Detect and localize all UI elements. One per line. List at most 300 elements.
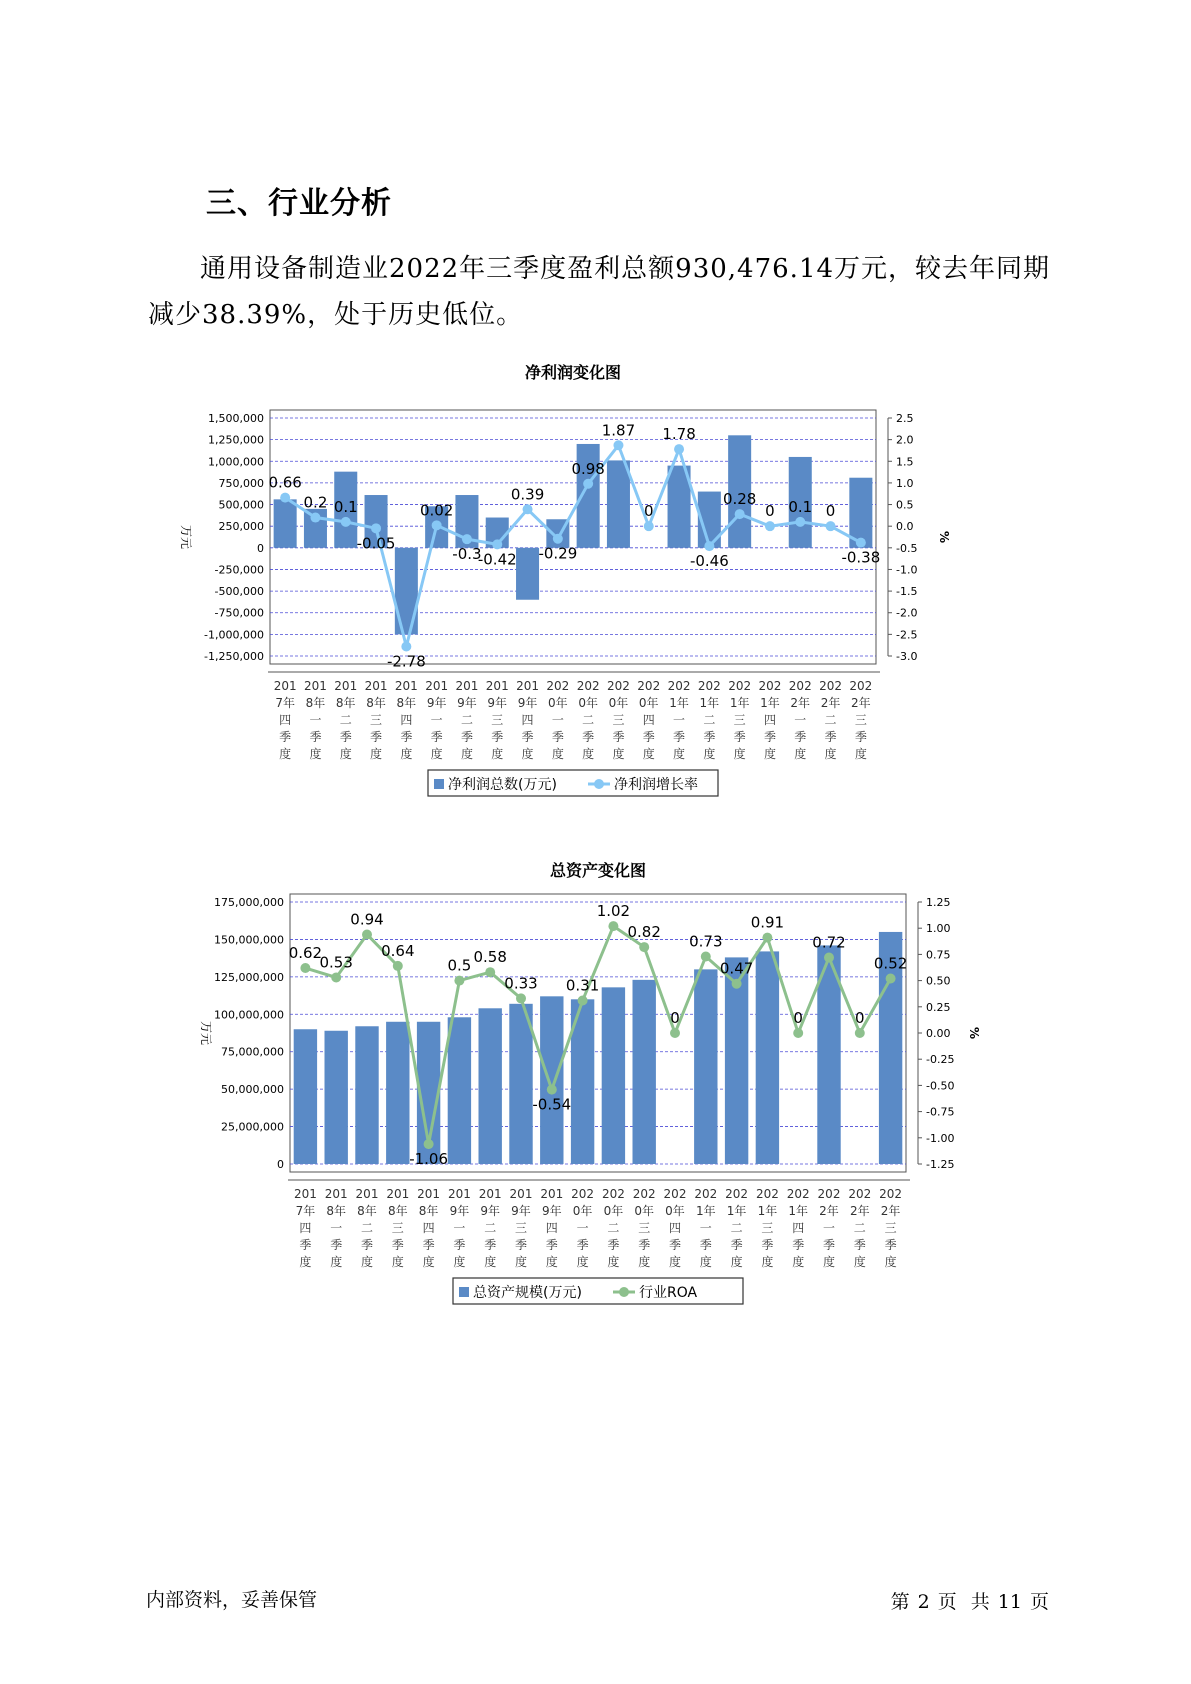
category-label: 201 <box>293 1187 317 1201</box>
y2-tick-label: -3.0 <box>896 650 918 663</box>
y-tick-label: 50,000,000 <box>221 1083 284 1097</box>
data-label: 0.58 <box>473 948 507 967</box>
category-label: 9年 <box>517 696 538 710</box>
category-label: 202 <box>848 1187 872 1201</box>
line-point <box>300 963 310 973</box>
category-label: 201 <box>334 679 358 693</box>
category-label: 季 <box>521 730 534 744</box>
data-label: 0.47 <box>719 959 754 978</box>
y-axis-label: 万元 <box>199 1020 213 1046</box>
line-point <box>362 929 372 939</box>
category-label: 度 <box>703 747 716 761</box>
legend <box>453 1278 743 1304</box>
category-label: 度 <box>370 747 383 761</box>
category-label: 三 <box>638 1221 651 1235</box>
category-label: 季 <box>638 1238 651 1252</box>
category-label: 202 <box>755 1187 779 1201</box>
category-label: 8年 <box>387 1204 408 1218</box>
category-label: 三 <box>854 713 867 727</box>
category-label: 季 <box>673 730 686 744</box>
legend <box>428 770 718 796</box>
category-label: 度 <box>453 1255 466 1269</box>
category-label: 201 <box>386 1187 410 1201</box>
category-label: 1年 <box>699 696 720 710</box>
category-label: 度 <box>484 1255 497 1269</box>
category-label: 9年 <box>426 696 447 710</box>
category-label: 0年 <box>634 1204 655 1218</box>
category-label: 2年 <box>820 696 841 710</box>
line-point <box>765 521 775 531</box>
line-point <box>704 541 714 551</box>
category-label: 季 <box>794 730 807 744</box>
category-label: 二 <box>730 1221 743 1235</box>
bar <box>756 951 779 1164</box>
category-label: 度 <box>299 1255 312 1269</box>
category-label: 季 <box>370 730 383 744</box>
line-point <box>432 520 442 530</box>
data-label: 0.73 <box>689 932 723 951</box>
y-tick-label: -500,000 <box>214 585 264 599</box>
category-label: 度 <box>822 1255 836 1269</box>
footer-note: 内部资料，妥善保管 <box>146 1589 318 1611</box>
section-paragraph: 通用设备制造业2022年三季度盈利总额930,476.14万元，较去年同期减少38.39%，处于历史低位。 <box>148 254 1051 330</box>
y2-tick-label: 0.0 <box>896 520 914 534</box>
category-label: 一 <box>673 713 686 727</box>
y-tick-label: -1,000,000 <box>204 628 264 642</box>
category-label: 201 <box>478 1187 502 1201</box>
category-label: 季 <box>279 730 292 744</box>
category-label: 二 <box>484 1221 497 1235</box>
category-label: 季 <box>792 1238 805 1252</box>
category-label: 季 <box>360 1238 374 1252</box>
category-label: 三 <box>761 1221 774 1235</box>
page-prefix: 第 <box>890 1591 910 1613</box>
category-label: 度 <box>884 1255 897 1269</box>
category-label: 1年 <box>729 696 750 710</box>
line-point <box>608 921 618 931</box>
legend-line-marker <box>619 1287 629 1297</box>
category-label: 季 <box>854 730 867 744</box>
category-label: 二 <box>582 713 595 727</box>
category-label: 201 <box>425 679 449 693</box>
page-total-prefix: 共 <box>970 1591 990 1613</box>
category-label: 三 <box>612 713 625 727</box>
data-label: 0 <box>670 1009 680 1027</box>
data-label: 0.64 <box>381 941 415 960</box>
y2-tick-label: -1.0 <box>896 563 918 577</box>
bar <box>448 1017 471 1164</box>
page-current: 2 <box>917 1591 930 1613</box>
category-label: 四 <box>545 1221 558 1235</box>
data-label: 0.1 <box>333 497 358 516</box>
category-label: 201 <box>447 1187 471 1201</box>
category-label: 度 <box>792 1255 805 1269</box>
bar <box>607 460 630 547</box>
data-label: 0.5 <box>447 956 472 975</box>
category-label: 202 <box>819 679 843 693</box>
data-label: -0.38 <box>841 548 881 567</box>
line-point <box>732 979 742 989</box>
category-label: 度 <box>391 1255 404 1269</box>
category-label: 0年 <box>665 1204 685 1218</box>
category-label: 季 <box>582 730 595 744</box>
category-label: 8年 <box>305 696 326 710</box>
y-tick-label: 0 <box>257 541 264 555</box>
legend-bar-label: 总资产规模(万元) <box>473 1285 582 1301</box>
category-label: 四 <box>763 713 776 727</box>
category-label: 二 <box>824 713 837 727</box>
category-label: 季 <box>400 730 413 744</box>
y2-axis-label: % <box>967 1026 981 1040</box>
category-label: 201 <box>455 679 479 693</box>
category-label: 季 <box>703 730 716 744</box>
data-label: -0.3 <box>452 545 482 564</box>
category-label: 202 <box>849 679 873 693</box>
category-label: 度 <box>422 1255 435 1269</box>
data-label: 0.98 <box>571 459 605 478</box>
category-label: 9年 <box>541 1204 562 1218</box>
data-label: 0.82 <box>627 923 661 942</box>
category-label: 季 <box>730 1238 743 1252</box>
bar <box>386 1022 409 1164</box>
net-profit-chart <box>170 360 990 820</box>
y2-tick-label: -1.00 <box>926 1131 955 1145</box>
category-label: 季 <box>460 730 473 744</box>
category-label: 一 <box>551 713 564 727</box>
data-label: 0 <box>765 502 775 521</box>
line-point <box>826 521 836 531</box>
category-label: 季 <box>299 1238 312 1252</box>
line-point <box>523 504 533 514</box>
category-label: 度 <box>699 1255 712 1269</box>
data-label: 0.94 <box>350 910 384 929</box>
line-point <box>371 523 381 533</box>
line-point <box>644 521 654 531</box>
line-point <box>401 641 411 651</box>
category-label: 202 <box>571 1187 595 1201</box>
bar <box>478 1008 501 1164</box>
category-label: 2年 <box>790 696 811 710</box>
category-label: 四 <box>400 713 413 727</box>
category-label: 202 <box>758 679 782 693</box>
category-label: 度 <box>309 747 322 761</box>
category-label: 2年 <box>849 1204 870 1218</box>
category-label: 季 <box>576 1238 589 1252</box>
category-label: 一 <box>330 1221 343 1235</box>
category-label: 202 <box>637 679 661 693</box>
category-label: 度 <box>576 1255 589 1269</box>
category-label: 201 <box>417 1187 441 1201</box>
line-point <box>341 517 351 527</box>
category-label: 202 <box>663 1187 687 1201</box>
line-point <box>824 953 834 963</box>
bar <box>355 1026 378 1164</box>
line-point <box>855 1028 865 1038</box>
category-label: 8年 <box>326 1204 347 1218</box>
data-label: -1.06 <box>409 1150 449 1169</box>
y-tick-label: 125,000,000 <box>214 970 284 984</box>
y-tick-label: 500,000 <box>218 498 264 512</box>
category-label: 季 <box>822 1238 836 1252</box>
category-label: 202 <box>697 679 721 693</box>
category-label: 一 <box>453 1221 466 1235</box>
category-label: 三 <box>733 713 746 727</box>
category-label: 季 <box>884 1238 897 1252</box>
y-tick-label: 250,000 <box>218 520 264 534</box>
y-tick-label: 1,500,000 <box>208 412 264 425</box>
category-label: 度 <box>733 747 746 761</box>
category-label: 度 <box>330 1255 343 1269</box>
category-label: 三 <box>370 713 383 727</box>
category-label: 201 <box>485 679 509 693</box>
legend-bar-swatch <box>459 1287 469 1297</box>
legend-line-label: 净利润增长率 <box>614 777 698 793</box>
page-mid: 页 <box>937 1591 957 1613</box>
category-label: 2年 <box>851 696 871 710</box>
data-label: -2.78 <box>386 652 426 671</box>
data-label: 0.28 <box>722 490 757 509</box>
category-label: 季 <box>453 1238 466 1252</box>
data-label: 0.02 <box>419 501 454 520</box>
category-label: 四 <box>422 1221 435 1235</box>
category-label: 季 <box>422 1238 435 1252</box>
category-label: 2年 <box>819 1204 839 1218</box>
category-label: 度 <box>638 1255 651 1269</box>
y2-tick-label: -0.75 <box>926 1105 955 1119</box>
y-tick-label: 150,000,000 <box>214 933 284 947</box>
category-label: 季 <box>763 730 776 744</box>
category-label: 四 <box>642 713 655 727</box>
category-label: 一 <box>309 713 322 727</box>
line-point <box>793 1028 803 1038</box>
y-tick-label: 25,000,000 <box>221 1120 284 1134</box>
bar <box>516 548 539 600</box>
bar <box>395 548 418 635</box>
category-label: 0年 <box>603 1204 624 1218</box>
category-label: 四 <box>299 1221 312 1235</box>
bar <box>632 980 655 1164</box>
category-label: 三 <box>884 1221 897 1235</box>
data-label: 0.52 <box>873 954 908 973</box>
data-label: -0.42 <box>477 550 517 569</box>
category-label: 度 <box>491 747 504 761</box>
category-label: 一 <box>576 1221 589 1235</box>
chart-title: 总资产变化图 <box>549 861 647 880</box>
y-tick-label: 0 <box>277 1158 284 1171</box>
y2-tick-label: 1.25 <box>926 896 951 909</box>
category-label: 二 <box>607 1221 620 1235</box>
y-tick-label: -1,250,000 <box>204 650 264 663</box>
line-point <box>762 933 772 943</box>
category-label: 8年 <box>418 1204 439 1218</box>
total-assets-chart <box>170 858 990 1318</box>
category-label: 201 <box>355 1187 379 1201</box>
y2-tick-label: 0.50 <box>926 974 951 988</box>
data-label: -0.05 <box>356 534 396 553</box>
line-point <box>553 534 563 544</box>
category-label: 度 <box>460 747 473 761</box>
chart-title: 净利润变化图 <box>524 363 622 382</box>
category-label: 202 <box>817 1187 841 1201</box>
category-label: 0年 <box>572 1204 593 1218</box>
category-label: 7年 <box>275 696 295 710</box>
data-label: -0.29 <box>538 544 578 563</box>
category-label: 201 <box>516 679 540 693</box>
category-label: 度 <box>730 1255 743 1269</box>
category-label: 8年 <box>396 696 417 710</box>
category-label: 202 <box>632 1187 656 1201</box>
line-point <box>454 976 464 986</box>
line-point <box>795 517 805 527</box>
data-label: 0 <box>643 502 654 521</box>
line-point <box>331 972 341 982</box>
category-label: 202 <box>694 1187 718 1201</box>
category-label: 三 <box>391 1221 404 1235</box>
category-label: 二 <box>853 1221 866 1235</box>
category-label: 度 <box>514 1255 528 1269</box>
category-label: 季 <box>668 1238 682 1252</box>
data-label: 0 <box>825 502 836 521</box>
page-total: 11 <box>997 1591 1022 1613</box>
category-label: 季 <box>330 1238 343 1252</box>
category-label: 度 <box>794 747 807 761</box>
category-label: 201 <box>364 679 388 693</box>
category-label: 1年 <box>788 1204 809 1218</box>
category-label: 201 <box>303 679 327 693</box>
y2-tick-label: 1.5 <box>896 455 914 469</box>
category-label: 202 <box>788 679 812 693</box>
data-label: 0 <box>793 1009 803 1027</box>
category-label: 7年 <box>295 1204 316 1218</box>
y2-tick-label: 1.00 <box>926 922 951 936</box>
data-label: 0.33 <box>504 974 538 993</box>
y-tick-label: 175,000,000 <box>214 896 284 909</box>
y-tick-label: 1,000,000 <box>208 455 264 469</box>
category-label: 202 <box>725 1187 749 1201</box>
category-label: 201 <box>273 679 297 693</box>
line-point <box>280 493 290 503</box>
category-label: 季 <box>514 1238 528 1252</box>
y2-tick-label: -1.5 <box>896 585 918 599</box>
data-label: 0.62 <box>288 944 323 963</box>
category-label: 一 <box>430 713 443 727</box>
data-label: 0.53 <box>319 953 353 972</box>
category-label: 四 <box>668 1221 682 1235</box>
category-label: 季 <box>607 1238 620 1252</box>
category-label: 0年 <box>548 696 568 710</box>
line-point <box>670 1028 680 1038</box>
category-label: 四 <box>279 713 292 727</box>
page-suffix: 页 <box>1029 1591 1049 1613</box>
data-label: 0.39 <box>510 485 545 504</box>
data-label: 0.2 <box>303 493 328 512</box>
y2-tick-label: -0.50 <box>926 1079 955 1093</box>
category-label: 201 <box>509 1187 533 1201</box>
category-label: 8年 <box>357 1204 377 1218</box>
category-label: 度 <box>854 747 867 761</box>
data-label: -0.54 <box>532 1095 572 1114</box>
category-label: 202 <box>606 679 630 693</box>
bar <box>694 969 717 1164</box>
category-label: 202 <box>728 679 752 693</box>
bar <box>540 996 563 1164</box>
category-label: 季 <box>309 730 322 744</box>
category-label: 8年 <box>335 696 356 710</box>
data-label: 0.1 <box>788 497 813 516</box>
category-label: 度 <box>551 747 564 761</box>
category-label: 二 <box>360 1221 374 1235</box>
category-label: 三 <box>491 713 504 727</box>
bar <box>602 987 625 1164</box>
category-label: 季 <box>551 730 564 744</box>
category-label: 二 <box>703 713 716 727</box>
category-label: 9年 <box>457 696 477 710</box>
category-label: 度 <box>279 747 292 761</box>
category-label: 2年 <box>880 1204 901 1218</box>
category-label: 四 <box>792 1221 805 1235</box>
category-label: 度 <box>360 1255 374 1269</box>
category-label: 季 <box>339 730 352 744</box>
line-point <box>856 538 866 548</box>
category-label: 度 <box>521 747 534 761</box>
category-label: 9年 <box>511 1204 531 1218</box>
category-label: 1年 <box>726 1204 747 1218</box>
y-tick-label: 750,000 <box>218 476 264 490</box>
category-label: 度 <box>430 747 443 761</box>
y-tick-label: -750,000 <box>214 606 264 620</box>
line-point <box>424 1139 434 1149</box>
category-label: 季 <box>761 1238 774 1252</box>
category-label: 9年 <box>449 1204 470 1218</box>
category-label: 1年 <box>760 696 780 710</box>
category-label: 度 <box>763 747 776 761</box>
category-label: 202 <box>879 1187 903 1201</box>
y2-tick-label: -2.0 <box>896 606 918 620</box>
y2-tick-label: -2.5 <box>896 628 918 642</box>
category-label: 0年 <box>578 696 598 710</box>
data-label: 0.72 <box>812 933 846 952</box>
category-label: 202 <box>667 679 691 693</box>
category-label: 季 <box>391 1238 404 1252</box>
y-tick-label: 100,000,000 <box>214 1008 284 1022</box>
category-label: 季 <box>430 730 443 744</box>
bar <box>294 1029 317 1164</box>
category-label: 度 <box>339 747 352 761</box>
category-label: 度 <box>400 747 413 761</box>
category-label: 度 <box>853 1255 866 1269</box>
category-label: 202 <box>546 679 570 693</box>
category-label: 季 <box>484 1238 497 1252</box>
category-label: 度 <box>612 747 625 761</box>
y2-tick-label: 2.0 <box>896 433 914 447</box>
line-point <box>310 513 320 523</box>
category-label: 度 <box>582 747 595 761</box>
category-label: 季 <box>853 1238 866 1252</box>
line-point <box>578 996 588 1006</box>
category-label: 度 <box>824 747 837 761</box>
line-point <box>674 444 684 454</box>
category-label: 季 <box>545 1238 558 1252</box>
category-label: 202 <box>786 1187 810 1201</box>
line-point <box>547 1085 557 1095</box>
data-label: -0.46 <box>689 552 729 571</box>
category-label: 202 <box>576 679 600 693</box>
y2-tick-label: -0.5 <box>896 541 918 555</box>
section-heading: 三、行业分析 <box>206 186 392 221</box>
y2-tick-label: 0.5 <box>896 498 914 512</box>
category-label: 度 <box>642 747 655 761</box>
data-label: 0.91 <box>750 913 785 932</box>
